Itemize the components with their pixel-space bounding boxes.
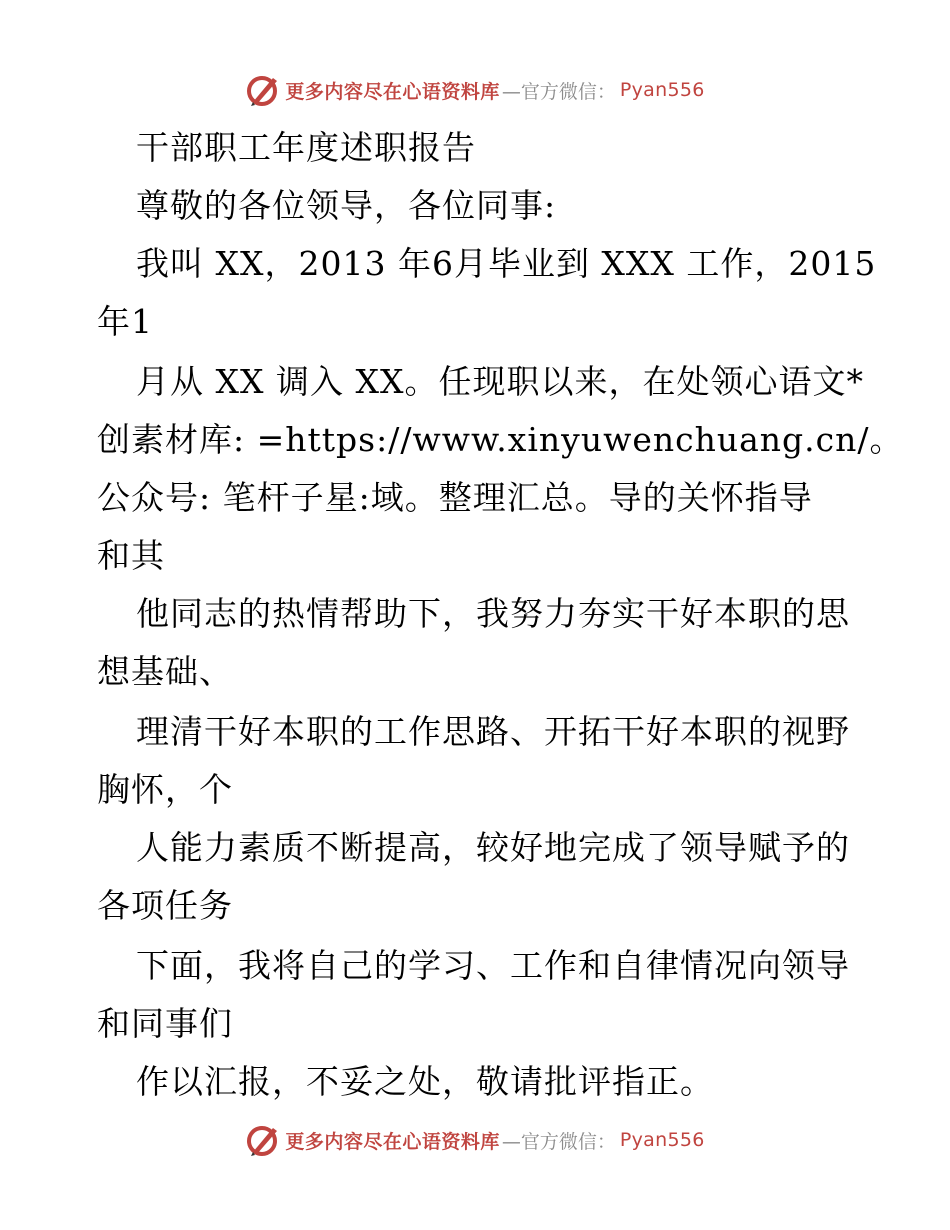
paragraph-line: 我叫 XX，2013 年6月毕业到 XXX 工作，2015 xyxy=(136,244,877,283)
salutation: 尊敬的各位领导，各位同事: xyxy=(136,186,557,225)
header-banner xyxy=(0,68,950,112)
paragraph-line: 下面，我将自己的学习、工作和自律情况向领导 xyxy=(136,946,850,985)
paragraph-line: 年1 xyxy=(97,302,153,341)
banner-separator-text: —官方微信： xyxy=(501,80,616,103)
pen-circle-logo-icon xyxy=(245,1122,281,1158)
paragraph-line: 人能力素质不断提高，较好地完成了领导赋予的 xyxy=(136,828,850,867)
paragraph-line: 他同志的热情帮助下，我努力夯实干好本职的思 xyxy=(136,594,850,633)
banner-main-text: 更多内容尽在心语资料库 xyxy=(285,80,500,103)
banner-wechat-id: Pyan556 xyxy=(619,79,705,101)
paragraph-line: 和其 xyxy=(97,536,165,575)
footer-banner xyxy=(0,1118,950,1162)
paragraph-line: 各项任务 xyxy=(97,886,233,925)
document-title: 干部职工年度述职报告 xyxy=(136,128,476,167)
banner-separator-text: —官方微信： xyxy=(501,1130,616,1153)
paragraph-line: 创素材库: =https://www.xinyuwenchuang.cn/。 xyxy=(97,420,904,459)
paragraph-line: 月从 XX 调入 XX。任现职以来，在处领心语文* xyxy=(136,362,864,401)
paragraph-line: 理清干好本职的工作思路、开拓干好本职的视野 xyxy=(136,712,850,751)
paragraph-line: 作以汇报，不妥之处，敬请批评指正。 xyxy=(136,1062,714,1101)
paragraph-line: 想基础、 xyxy=(97,652,233,691)
paragraph-line: 公众号: 笔杆子星:域。整理汇总。导的关怀指导 xyxy=(97,478,813,517)
pen-circle-logo-icon xyxy=(245,72,281,108)
banner-main-text: 更多内容尽在心语资料库 xyxy=(285,1130,500,1153)
paragraph-line: 胸怀，个 xyxy=(97,770,233,809)
paragraph-line: 和同事们 xyxy=(97,1004,233,1043)
banner-wechat-id: Pyan556 xyxy=(619,1129,705,1151)
